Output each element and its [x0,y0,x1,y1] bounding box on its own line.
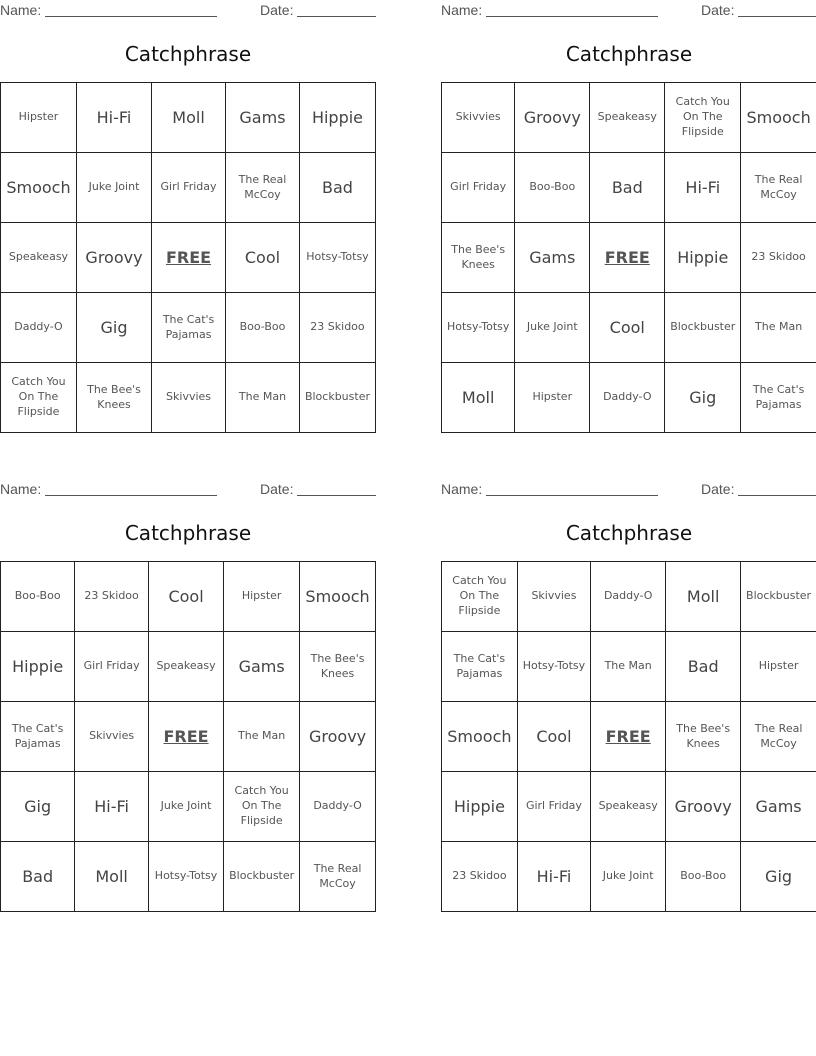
bingo-cell: Hi-Fi [665,153,741,223]
grid-row [1,223,376,293]
bingo-cell: Hipster [741,632,816,702]
bingo-cell: Hi-Fi [76,83,151,153]
free-space-cell: FREE [591,702,666,772]
bingo-cell: Speakeasy [148,632,223,702]
card-header [441,2,816,20]
bingo-cell: Hotsy-Totsy [299,223,375,293]
grid-row [442,562,816,632]
card-title: Catchphrase [565,521,693,545]
bingo-cell: The Man [224,702,300,772]
bingo-cell: The Real McCoy [741,702,816,772]
bingo-cell: Hotsy-Totsy [148,842,223,912]
date-field-line[interactable] [297,16,376,17]
grid-row [1,632,376,702]
bingo-cell: Groovy [300,702,376,772]
bingo-cell: Bad [299,153,375,223]
grid-row [442,293,816,363]
bingo-cell: Smooch [442,702,518,772]
card-header [441,481,816,499]
grid-row [442,83,816,153]
bingo-cell: The Bee's Knees [666,702,741,772]
bingo-cell: Girl Friday [75,632,149,702]
bingo-cell: Groovy [76,223,151,293]
bingo-cell: Groovy [515,83,590,153]
bingo-grid [441,561,816,912]
bingo-cell: Gig [741,842,816,912]
bingo-card [0,0,376,440]
bingo-cell: Smooch [741,83,816,153]
bingo-cell: Cool [517,702,590,772]
name-field-line[interactable] [45,495,217,496]
date-field-line[interactable] [297,495,376,496]
grid-row [1,293,376,363]
grid-row [1,153,376,223]
bingo-card [441,0,816,440]
bingo-cell: Gams [226,83,300,153]
bingo-cell: 23 Skidoo [299,293,375,363]
bingo-cell: Gams [224,632,300,702]
bingo-cell: Juke Joint [76,153,151,223]
bingo-cell: Gams [741,772,816,842]
bingo-grid [0,82,376,433]
bingo-cell: Girl Friday [517,772,590,842]
bingo-cell: Cool [590,293,665,363]
date-label: Date: [701,481,735,497]
bingo-cell: Girl Friday [152,153,226,223]
bingo-cell: Hippie [1,632,75,702]
bingo-card [0,479,376,919]
bingo-cell: Catch You On The Flipside [224,772,300,842]
name-label: Name: [0,2,42,18]
bingo-cell: Hippie [442,772,518,842]
bingo-cell: Bad [590,153,665,223]
free-space-cell: FREE [152,223,226,293]
bingo-cell: The Cat's Pajamas [442,632,518,702]
bingo-cell: Catch You On The Flipside [442,562,518,632]
bingo-cell: Hippie [665,223,741,293]
card-header [0,2,376,20]
grid-row [442,153,816,223]
grid-row [1,562,376,632]
card-header [0,481,376,499]
bingo-cell: Gig [76,293,151,363]
grid-row [442,772,816,842]
date-field-line[interactable] [738,495,816,496]
bingo-cell: Cool [148,562,223,632]
bingo-cell: Gams [515,223,590,293]
bingo-cell: Skivvies [517,562,590,632]
grid-row [442,363,816,433]
bingo-cell: Speakeasy [1,223,77,293]
date-label: Date: [260,481,294,497]
grid-row [442,632,816,702]
grid-row [1,772,376,842]
bingo-cell: Hotsy-Totsy [442,293,515,363]
bingo-cell: Cool [226,223,300,293]
card-title: Catchphrase [124,42,252,66]
bingo-cell: Blockbuster [741,562,816,632]
bingo-cell: Speakeasy [591,772,666,842]
date-field-line[interactable] [738,16,816,17]
bingo-cell: Speakeasy [590,83,665,153]
bingo-cell: Daddy-O [591,562,666,632]
bingo-cell: Blockbuster [224,842,300,912]
bingo-cell: 23 Skidoo [741,223,816,293]
grid-row [442,702,816,772]
bingo-cell: Hotsy-Totsy [517,632,590,702]
bingo-cell: Moll [152,83,226,153]
grid-row [1,363,376,433]
bingo-cell: Hipster [515,363,590,433]
name-field-line[interactable] [45,16,217,17]
grid-row [442,223,816,293]
bingo-cell: The Man [591,632,666,702]
bingo-cell: Blockbuster [299,363,375,433]
bingo-cell: The Man [741,293,816,363]
bingo-cell: Daddy-O [590,363,665,433]
bingo-cell: Bad [1,842,75,912]
grid-row [1,842,376,912]
bingo-cell: The Cat's Pajamas [1,702,75,772]
bingo-cell: The Real McCoy [741,153,816,223]
bingo-cell: Catch You On The Flipside [665,83,741,153]
bingo-cell: Moll [666,562,741,632]
bingo-cell: Smooch [1,153,77,223]
name-field-line[interactable] [486,16,658,17]
bingo-cell: The Cat's Pajamas [152,293,226,363]
date-label: Date: [260,2,294,18]
bingo-cell: Daddy-O [300,772,376,842]
bingo-cell: The Man [226,363,300,433]
free-space-cell: FREE [148,702,223,772]
bingo-grid [441,82,816,433]
bingo-cell: Boo-Boo [226,293,300,363]
bingo-cell: Juke Joint [591,842,666,912]
bingo-cell: The Cat's Pajamas [741,363,816,433]
bingo-cell: The Real McCoy [300,842,376,912]
bingo-cell: Boo-Boo [515,153,590,223]
free-space-cell: FREE [590,223,665,293]
bingo-cell: Hi-Fi [517,842,590,912]
date-label: Date: [701,2,735,18]
bingo-cell: Gig [665,363,741,433]
bingo-grid [0,561,376,912]
bingo-cell: Daddy-O [1,293,77,363]
bingo-card [441,479,816,919]
bingo-cell: Skivvies [442,83,515,153]
card-title: Catchphrase [565,42,693,66]
bingo-cell: Skivvies [75,702,149,772]
bingo-cell: Boo-Boo [666,842,741,912]
name-label: Name: [441,481,483,497]
bingo-cell: Groovy [666,772,741,842]
grid-row [1,83,376,153]
bingo-cell: Moll [442,363,515,433]
bingo-cell: Moll [75,842,149,912]
bingo-cell: Girl Friday [442,153,515,223]
bingo-cell: Hipster [1,83,77,153]
bingo-cell: Hi-Fi [75,772,149,842]
bingo-cell: The Real McCoy [226,153,300,223]
name-field-line[interactable] [486,495,658,496]
bingo-cell: The Bee's Knees [300,632,376,702]
bingo-cell: Juke Joint [148,772,223,842]
grid-row [1,702,376,772]
bingo-cell: Juke Joint [515,293,590,363]
bingo-cell: Hippie [299,83,375,153]
bingo-cell: Smooch [300,562,376,632]
bingo-cell: Blockbuster [665,293,741,363]
bingo-cell: Hipster [224,562,300,632]
name-label: Name: [441,2,483,18]
bingo-cell: Gig [1,772,75,842]
bingo-cell: 23 Skidoo [442,842,518,912]
bingo-cell: Skivvies [152,363,226,433]
bingo-cell: Bad [666,632,741,702]
name-label: Name: [0,481,42,497]
bingo-cell: Boo-Boo [1,562,75,632]
bingo-cell: The Bee's Knees [76,363,151,433]
bingo-cell: The Bee's Knees [442,223,515,293]
bingo-cell: 23 Skidoo [75,562,149,632]
bingo-cell: Catch You On The Flipside [1,363,77,433]
card-title: Catchphrase [124,521,252,545]
grid-row [442,842,816,912]
